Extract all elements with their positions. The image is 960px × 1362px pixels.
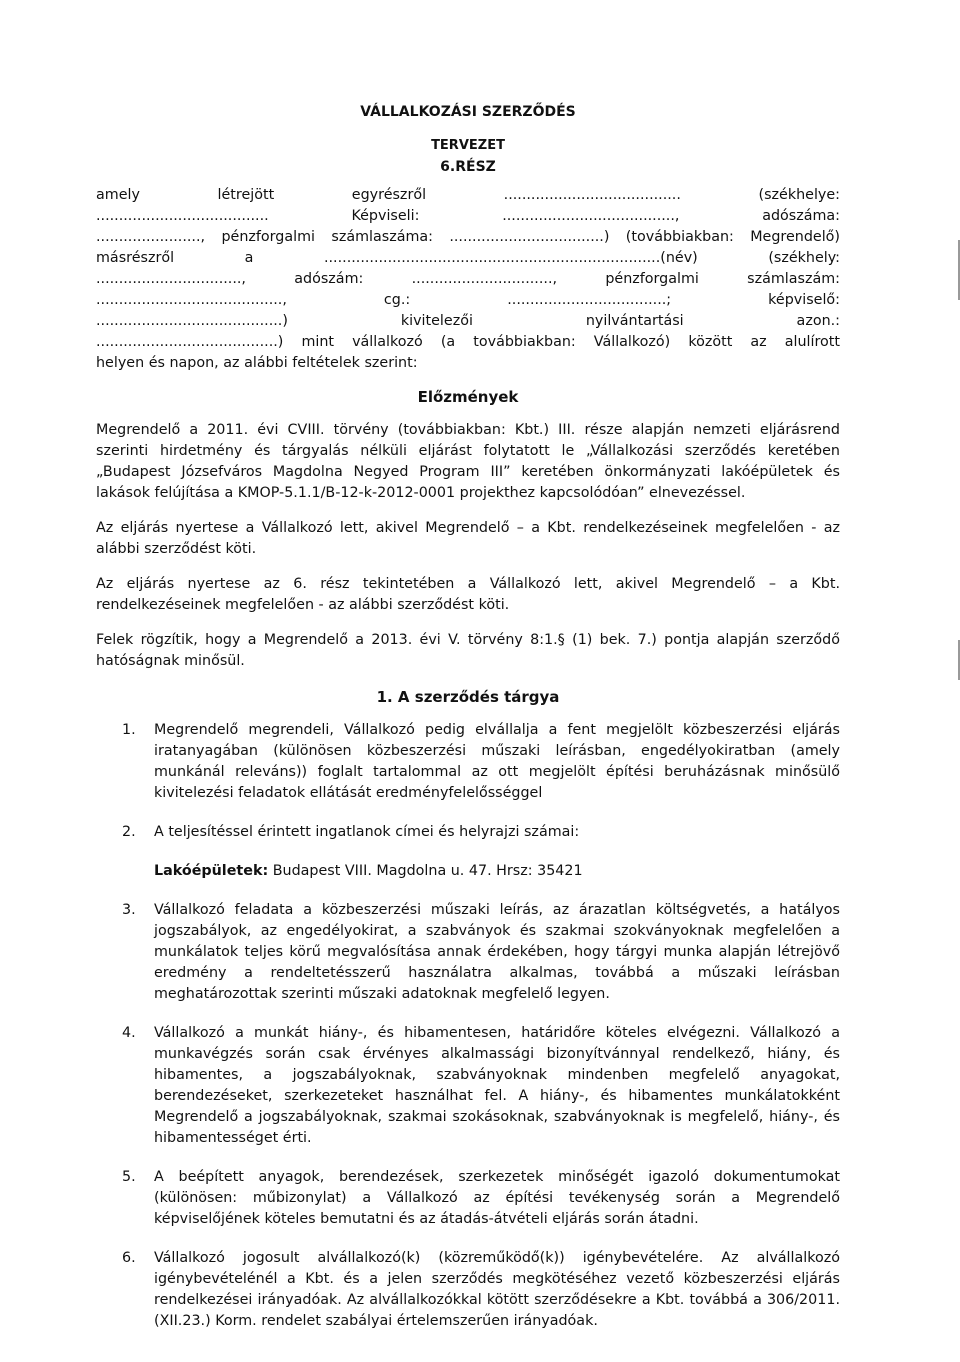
parties-line: ........................................) mint vállalkozó (a továbbiakban: Vállalkozó) között az alulírott: [96, 334, 840, 350]
parties-block: [96, 185, 840, 374]
preamble-heading: Előzmények: [417, 388, 519, 406]
item-number: 4.: [122, 1025, 136, 1041]
parties-line: ................................, adószám: ..............................., pénzforgalmi számlaszám:: [96, 271, 840, 287]
item-text: Vállalkozó jogosult alvállalkozó(k) (közreműködő(k)) igénybevételére. Az alvállalkozó igénybevételénél a Kbt. és a jelen szerződés megkötéséhez vezető közbeszerzési eljárás rendelkezései irányadóak. Az alvállalkozókkal kötött szerződésekre a Kbt. továbbá a 306/2011. (XII.23.) Korm. rendelet szabályai értelemszerűen irányadóak.: [154, 1250, 840, 1329]
parties-line: ...................................... Képviseli: ......................................, adószáma:: [96, 208, 840, 224]
parties-line: másrészről a ..........................................................................(név) (székhely:: [96, 250, 840, 266]
list-item: [96, 900, 840, 1005]
item-text: Vállalkozó feladata a közbeszerzési műszaki leírás, az árazatlan költségvetés, a hatályos jogszabályok, az engedélyokirat, a szabványok és szakmai szokványoknak megfelelően a munkálatok teljes körű megvalósítása annak érdekében, hogy tárgyi munka alapján létrejövő eredmény a rendeltetésszerű használatra alkalmas, továbbá a műszaki leírásban meghatározottak szerinti műszaki adatoknak megfelelő legyen.: [154, 902, 840, 1002]
document-page: [96, 104, 840, 1350]
preamble-paragraph: Felek rögzítik, hogy a Megrendelő a 2013. évi V. törvény 8:1.§ (1) bek. 7.) pontja alapján szerződő hatóságnak minősül.: [96, 632, 840, 669]
parties-line: helyen és napon, az alábbi feltételek szerint:: [96, 355, 418, 371]
preamble-paragraph: Az eljárás nyertese a Vállalkozó lett, akivel Megrendelő – a Kbt. rendelkezéseinek megfelelően - az alábbi szerződést köti.: [96, 520, 840, 557]
item-number: 3.: [122, 902, 136, 918]
item-text: Megrendelő megrendeli, Vállalkozó pedig elvállalja a fent megjelölt közbeszerzési eljárás iratanyagában (különösen közbeszerzési műszaki leírásban, engedélyokiratban (amely munkánál releváns)) foglalt tartalommal az ott megjelölt építési beruházásnak minősülő kivitelezési feladatok ellátását eredményfelelősséggel: [154, 722, 840, 801]
list-item: [96, 1167, 840, 1230]
item-body: [154, 822, 840, 882]
item-text: A teljesítéssel érintett ingatlanok címei és helyrajzi számai:: [154, 824, 580, 840]
property-label: Lakóépületek:: [154, 863, 269, 879]
item-number: 1.: [122, 722, 136, 738]
parties-line: ........................................., cg.: ...................................; képviselő:: [96, 292, 840, 308]
item-number: 2.: [122, 824, 136, 840]
item-text: Vállalkozó a munkát hiány-, és hibamentesen, határidőre köteles elvégezni. Vállalkozó a munkavégzés során csak érvényes alkalmassági bizonyítvánnyal rendelkező, hiány, és hibamentes, a jogszabályoknak, szabványoknak mindenben megfelelő anyagokat, berendezéseket, szerkezeteket használhat fel. A hiány-, és hibamentes munkálatokként Megrendelő a jogszabályoknak, szakmai szokásoknak, szabványoknak is megfelelő, hiány-, és hibamentességet érti.: [154, 1025, 840, 1146]
list-item: [96, 1248, 840, 1332]
section-title: 1. A szerződés tárgya: [376, 688, 560, 706]
document-title: VÁLLALKOZÁSI SZERZŐDÉS: [360, 104, 576, 120]
draft-label: TERVEZET: [431, 138, 505, 153]
parties-line: ......................., pénzforgalmi számlaszáma: ..................................) (továbbiakban: Megrendelő): [96, 229, 840, 245]
item-number: 6.: [122, 1250, 136, 1266]
item-text: A beépített anyagok, berendezések, szerkezetek minőségét igazoló dokumentumokat (különösen: műbizonylat) a Vállalkozó az építési tevékenység során a Megrendelő képviselőjének köteles bemutatni és az átadás-átvételi eljárás során átadni.: [154, 1169, 840, 1227]
item-number: 5.: [122, 1169, 136, 1185]
preamble-paragraph: Az eljárás nyertese az 6. rész tekintetében a Vállalkozó lett, akivel Megrendelő – a Kbt. rendelkezéseinek megfelelően - az alábbi szerződést köti.: [96, 576, 840, 613]
list-item: [96, 720, 840, 804]
list-item: [96, 822, 840, 882]
parties-line: amely létrejött egyrészről ....................................... (székhelye:: [96, 187, 840, 203]
section-item-list: [96, 720, 840, 1332]
list-item: [96, 1023, 840, 1149]
property-address: Budapest VIII. Magdolna u. 47. Hrsz: 35421: [268, 863, 583, 879]
parties-line: .........................................) kivitelezői nyilvántartási azon.:: [96, 313, 840, 329]
property-line: [154, 861, 840, 882]
part-label: 6.RÉSZ: [440, 159, 496, 175]
preamble-paragraph: Megrendelő a 2011. évi CVIII. törvény (továbbiakban: Kbt.) III. része alapján nemzeti eljárásrend szerinti hirdetmény és tárgyalás nélküli eljárást folytatott le „Vállalkozási szerződés keretében „Budapest Józsefváros Magdolna Negyed Program III” keretében önkormányzati lakóépületek és lakások felújítása a KMOP-5.1.1/B-12-k-2012-0001 projekthez kapcsolódóan” elnevezéssel.: [96, 422, 840, 501]
